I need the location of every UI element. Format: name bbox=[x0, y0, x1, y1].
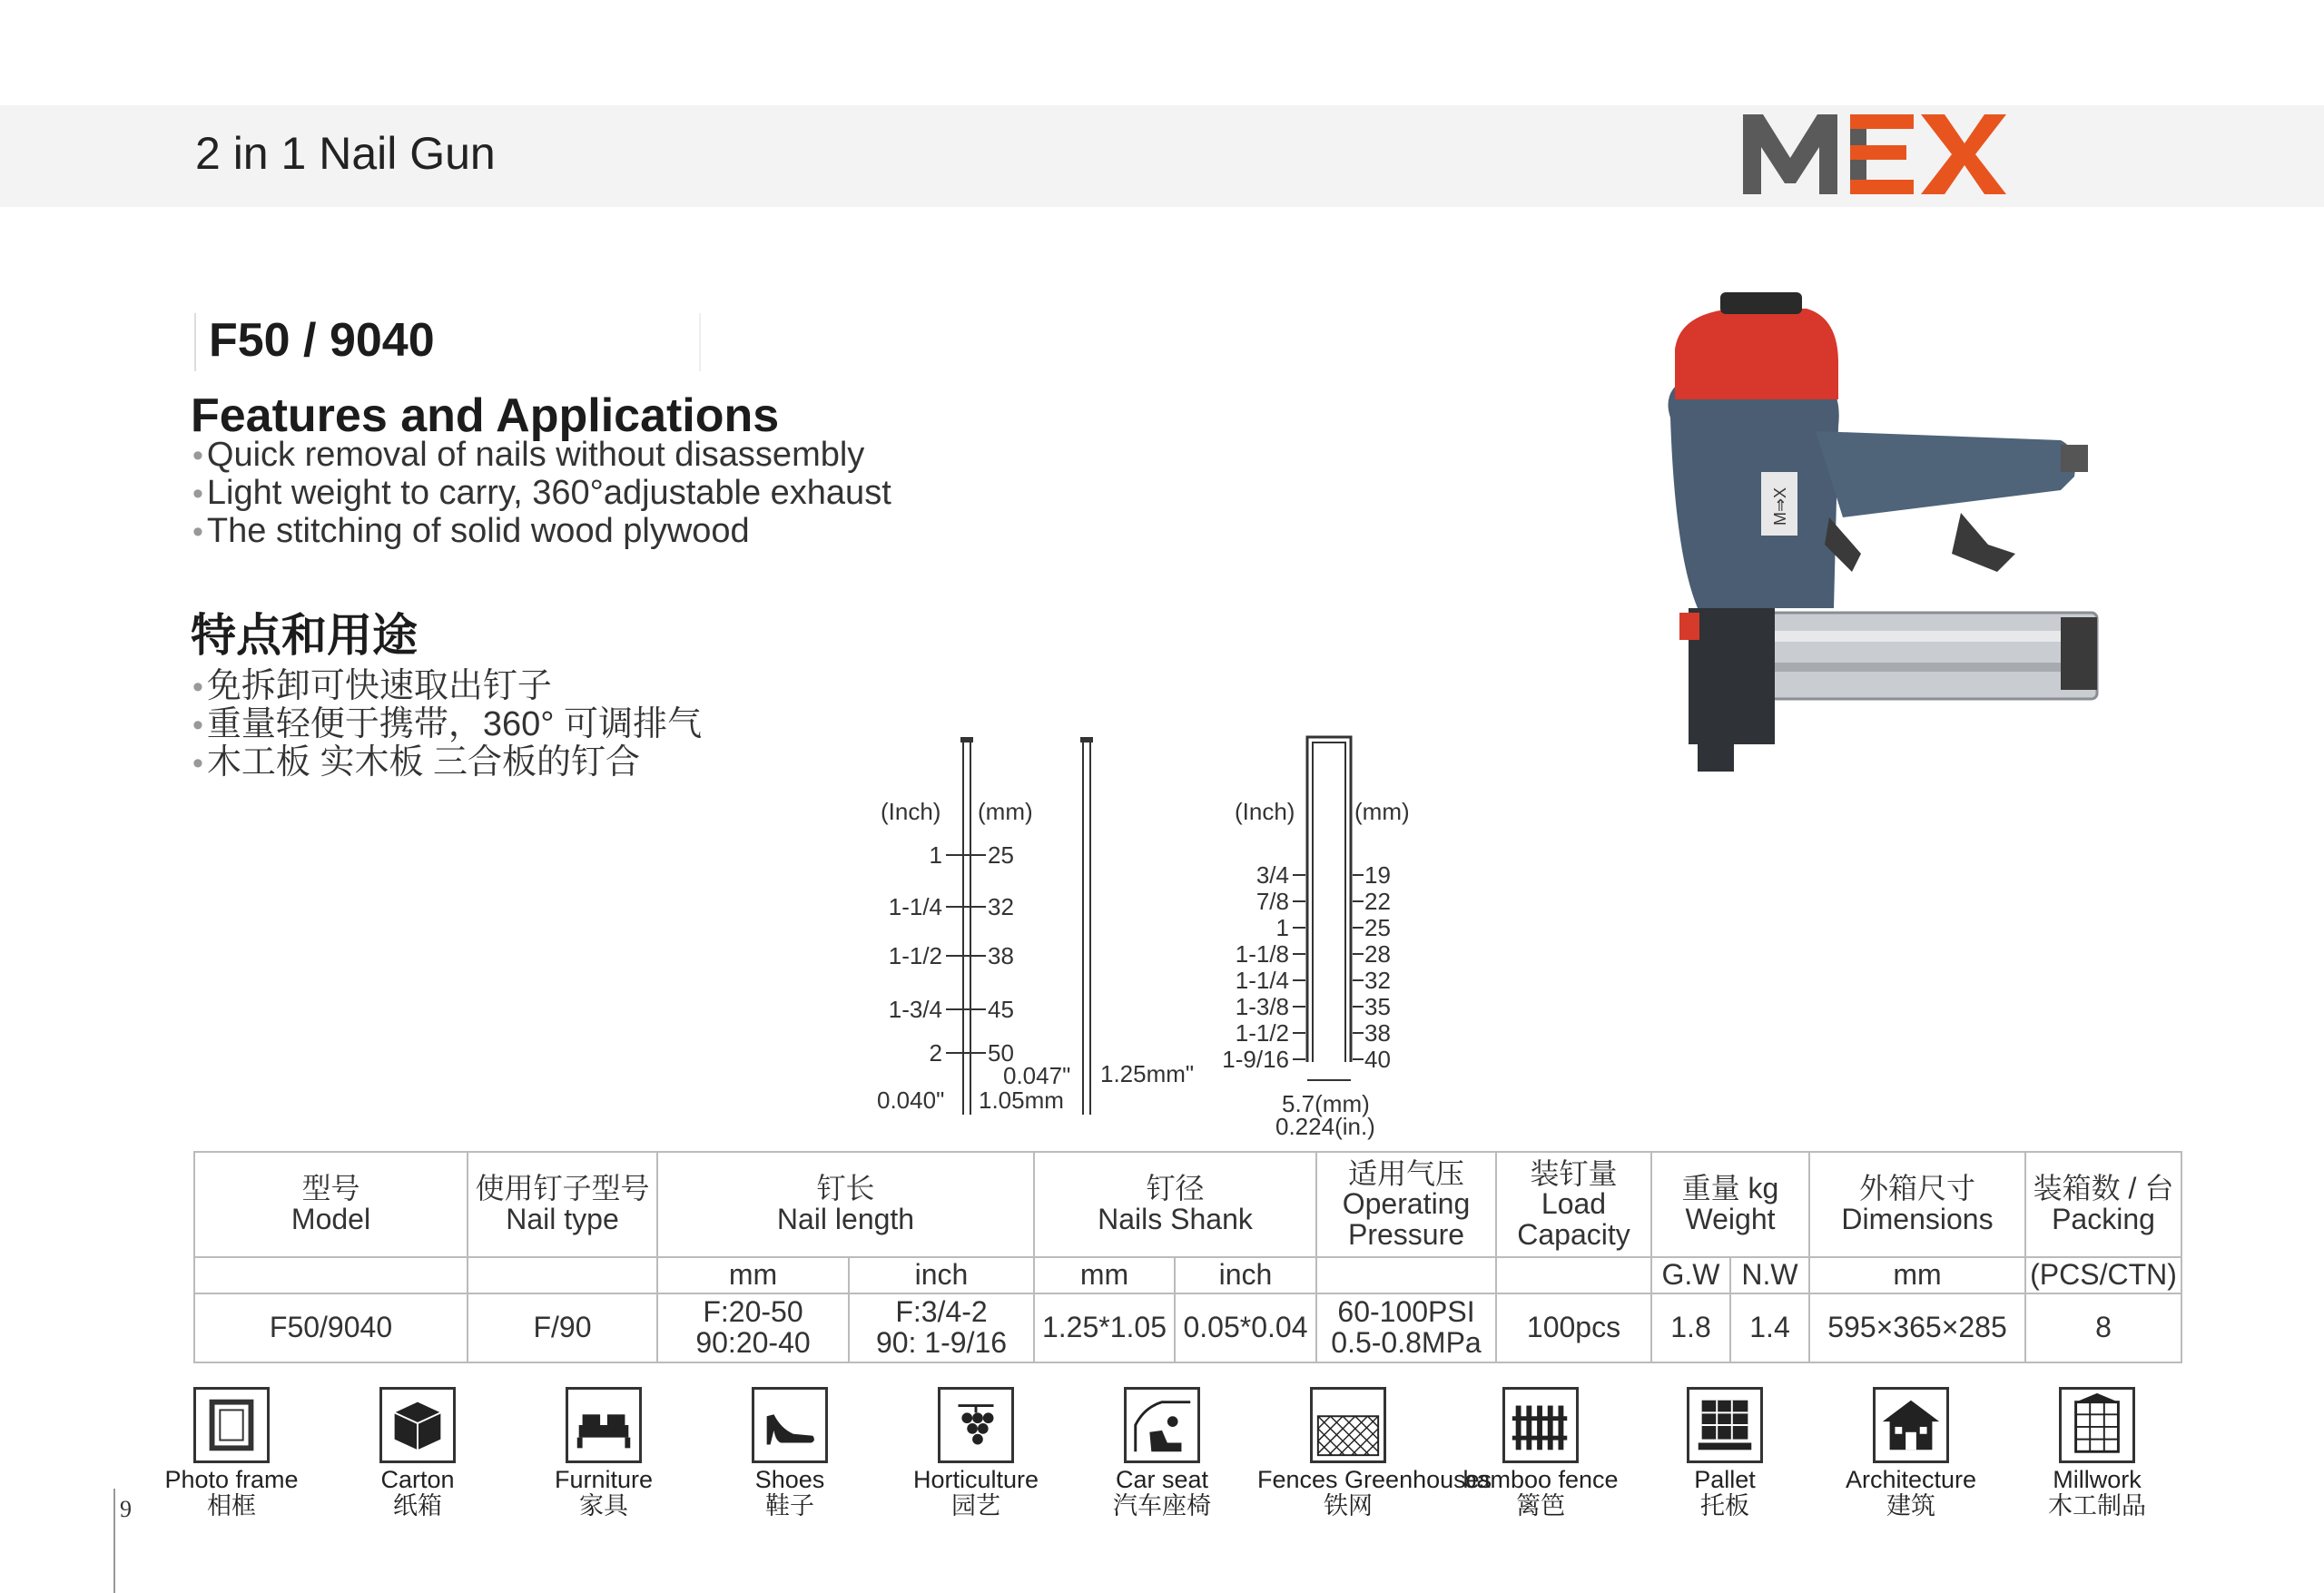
pallet-icon bbox=[1687, 1387, 1763, 1463]
subheader-pack-unit: (PCS/CTN) bbox=[2025, 1257, 2181, 1293]
cell-capacity: 100pcs bbox=[1496, 1293, 1651, 1362]
header-nail-length: 钉长 Nail length bbox=[657, 1152, 1034, 1257]
application-label-en: Photo frame bbox=[164, 1466, 299, 1493]
right-inch-label: 1-1/4 bbox=[1235, 967, 1289, 994]
application-label-en: Millwork bbox=[2053, 1466, 2142, 1493]
cell-shank-mm: 1.25*1.05 bbox=[1034, 1293, 1175, 1362]
feature-item-cn: • 木工板 实木板 三合板的钉合 bbox=[192, 743, 641, 782]
application-item bbox=[1071, 1387, 1253, 1519]
application-item bbox=[2006, 1387, 2188, 1519]
page-title: 2 in 1 Nail Gun bbox=[195, 128, 496, 179]
left-unit-mm: (mm) bbox=[978, 798, 1033, 825]
header-weight: 重量 kg Weight bbox=[1651, 1152, 1809, 1257]
mesh-icon bbox=[1310, 1387, 1386, 1463]
subheader-nw: N.W bbox=[1730, 1257, 1809, 1293]
application-label-cn: 篱笆 bbox=[1516, 1492, 1565, 1519]
cell-model: F50/9040 bbox=[194, 1293, 468, 1362]
right-mm-label: 32 bbox=[1364, 967, 1391, 994]
right-unit-inch: (Inch) bbox=[1235, 798, 1295, 825]
application-label-en: bamboo fence bbox=[1462, 1466, 1619, 1493]
application-label-cn: 铁网 bbox=[1324, 1492, 1373, 1519]
left-inch-label: 1-1/2 bbox=[888, 942, 942, 969]
application-item bbox=[327, 1387, 508, 1519]
application-item bbox=[141, 1387, 322, 1519]
right-unit-mm: (mm) bbox=[1354, 798, 1410, 825]
cell-pressure: 60-100PSI 0.5-0.8MPa bbox=[1316, 1293, 1496, 1362]
application-label-cn: 鞋子 bbox=[765, 1492, 814, 1519]
feature-text-cn: 免拆卸可快速取出钉子 bbox=[206, 667, 552, 705]
feature-text: Light weight to carry, 360°adjustable exhaust bbox=[206, 474, 891, 512]
application-item bbox=[885, 1387, 1067, 1519]
application-label-en: Carton bbox=[380, 1466, 455, 1493]
right-mm-label: 40 bbox=[1364, 1046, 1391, 1073]
mid-gauge-inch: 0.047" bbox=[1003, 1062, 1071, 1089]
application-label-cn: 托板 bbox=[1700, 1492, 1749, 1519]
application-label-en: Car seat bbox=[1115, 1466, 1209, 1493]
right-mm-label: 28 bbox=[1364, 940, 1391, 968]
left-inch-label: 1-3/4 bbox=[888, 996, 942, 1023]
feature-text: The stitching of solid wood plywood bbox=[206, 512, 750, 550]
features-heading: Features and Applications bbox=[191, 389, 780, 442]
fence-icon bbox=[1502, 1387, 1579, 1463]
model-divider-left bbox=[194, 313, 196, 371]
feature-text-cn: 木工板 实木板 三合板的钉合 bbox=[206, 743, 641, 782]
table-subheader-row bbox=[194, 1257, 2181, 1293]
left-inch-label: 1-1/4 bbox=[888, 893, 942, 920]
left-mm-label: 45 bbox=[988, 996, 1014, 1023]
subheader-empty bbox=[1316, 1257, 1496, 1293]
feature-item: • The stitching of solid wood plywood bbox=[192, 512, 750, 550]
application-label-cn: 汽车座椅 bbox=[1113, 1492, 1211, 1519]
right-inch-label: 3/4 bbox=[1256, 861, 1289, 889]
feature-text: Quick removal of nails without disassembly bbox=[206, 436, 865, 474]
subheader-shank-inch: inch bbox=[1175, 1257, 1316, 1293]
application-label-cn: 相框 bbox=[207, 1492, 256, 1519]
cell-gw: 1.8 bbox=[1651, 1293, 1730, 1362]
header-packing: 装箱数 / 台 Packing bbox=[2025, 1152, 2181, 1257]
left-mm-label: 50 bbox=[988, 1039, 1014, 1067]
cell-len-inch: F:3/4-2 90: 1-9/16 bbox=[849, 1293, 1034, 1362]
feature-item: • Quick removal of nails without disassembly bbox=[192, 436, 865, 474]
cell-nail-type: F/90 bbox=[468, 1293, 657, 1362]
features-heading-cn: 特点和用途 bbox=[191, 610, 418, 661]
nail-dimension-diagram bbox=[853, 726, 1471, 1144]
shoe-icon bbox=[752, 1387, 828, 1463]
right-inch-label: 1-1/8 bbox=[1235, 940, 1289, 968]
application-item bbox=[1450, 1387, 1631, 1519]
subheader-dim-mm: mm bbox=[1809, 1257, 2025, 1293]
page-rule bbox=[113, 1489, 115, 1593]
cell-nw: 1.4 bbox=[1730, 1293, 1809, 1362]
photo-frame-icon bbox=[193, 1387, 270, 1463]
right-mm-label: 38 bbox=[1364, 1019, 1391, 1047]
carton-icon bbox=[379, 1387, 456, 1463]
feature-item: • Light weight to carry, 360°adjustable exhaust bbox=[192, 474, 891, 512]
header-operating-pressure: 适用气压 Operating Pressure bbox=[1316, 1152, 1496, 1257]
subheader-len-mm: mm bbox=[657, 1257, 849, 1293]
application-label-cn: 建筑 bbox=[1886, 1492, 1935, 1519]
left-mm-label: 25 bbox=[988, 841, 1014, 869]
crown-in: 0.224(in.) bbox=[1275, 1113, 1375, 1140]
left-inch-label: 1 bbox=[929, 841, 942, 869]
application-label-cn: 家具 bbox=[579, 1492, 628, 1519]
application-label-en: Shoes bbox=[754, 1466, 825, 1493]
application-label-en: Furniture bbox=[554, 1466, 654, 1493]
left-mm-label: 32 bbox=[988, 893, 1014, 920]
application-label-cn: 木工制品 bbox=[2048, 1492, 2146, 1519]
nail-gun-image bbox=[1634, 281, 2106, 799]
header-dimensions: 外箱尺寸 Dimensions bbox=[1809, 1152, 2025, 1257]
application-item bbox=[1634, 1387, 1816, 1519]
cell-packing: 8 bbox=[2025, 1293, 2181, 1362]
model-divider-right bbox=[699, 313, 701, 371]
feature-text-cn: 重量轻便于携带，360° 可调排气 bbox=[206, 705, 703, 743]
furniture-icon bbox=[566, 1387, 642, 1463]
subheader-empty bbox=[468, 1257, 657, 1293]
cell-len-mm: F:20-50 90:20-40 bbox=[657, 1293, 849, 1362]
header-nails-shank: 钉径 Nails Shank bbox=[1034, 1152, 1316, 1257]
right-mm-label: 22 bbox=[1364, 888, 1391, 915]
right-mm-label: 25 bbox=[1364, 914, 1391, 941]
header-nail-type: 使用钉子型号 Nail type bbox=[468, 1152, 657, 1257]
subheader-empty bbox=[1496, 1257, 1651, 1293]
subheader-empty bbox=[194, 1257, 468, 1293]
application-item bbox=[1257, 1387, 1492, 1519]
grapes-icon bbox=[938, 1387, 1014, 1463]
left-mm-label: 38 bbox=[988, 942, 1014, 969]
application-label-cn: 园艺 bbox=[951, 1492, 1000, 1519]
model-title: F50 / 9040 bbox=[209, 314, 435, 367]
millwork-icon bbox=[2059, 1387, 2135, 1463]
spec-table bbox=[193, 1151, 2182, 1363]
feature-item-cn: • 免拆卸可快速取出钉子 bbox=[192, 667, 552, 705]
application-item bbox=[513, 1387, 694, 1519]
application-label-en: Fences Greenhouses bbox=[1257, 1466, 1492, 1493]
svg-text:M⇒X: M⇒X bbox=[1771, 487, 1789, 526]
left-unit-inch: (Inch) bbox=[881, 798, 941, 825]
car-seat-icon bbox=[1124, 1387, 1200, 1463]
header-load-capacity: 装钉量 Load Capacity bbox=[1496, 1152, 1651, 1257]
applications-row bbox=[136, 1387, 2224, 1532]
right-inch-label: 1-9/16 bbox=[1222, 1046, 1289, 1073]
application-item bbox=[699, 1387, 881, 1519]
cell-dimensions: 595×365×285 bbox=[1809, 1293, 2025, 1362]
subheader-len-inch: inch bbox=[849, 1257, 1034, 1293]
application-label-en: Architecture bbox=[1845, 1466, 1977, 1493]
page-number: 9 bbox=[120, 1496, 132, 1522]
mex-logo bbox=[1743, 111, 2006, 194]
right-inch-label: 1-3/8 bbox=[1235, 993, 1289, 1020]
right-mm-label: 35 bbox=[1364, 993, 1391, 1020]
header-model: 型号 Model bbox=[194, 1152, 468, 1257]
application-label-en: Pallet bbox=[1694, 1466, 1756, 1493]
application-item bbox=[1820, 1387, 2002, 1519]
left-inch-label: 2 bbox=[929, 1039, 942, 1067]
left-gauge-mm: 1.05mm bbox=[979, 1087, 1064, 1114]
application-label-cn: 纸箱 bbox=[393, 1492, 442, 1519]
right-mm-label: 19 bbox=[1364, 861, 1391, 889]
mid-gauge-mm: 1.25mm" bbox=[1100, 1060, 1195, 1087]
right-inch-label: 1 bbox=[1275, 914, 1289, 941]
right-inch-label: 1-1/2 bbox=[1235, 1019, 1289, 1047]
application-label-en: Horticulture bbox=[912, 1466, 1039, 1493]
right-inch-label: 7/8 bbox=[1256, 888, 1289, 915]
left-gauge-inch: 0.040" bbox=[877, 1087, 945, 1114]
feature-item-cn: • 重量轻便于携带，360° 可调排气 bbox=[192, 705, 703, 743]
table-header-row bbox=[194, 1152, 2181, 1257]
table-row bbox=[194, 1293, 2181, 1362]
house-icon bbox=[1873, 1387, 1949, 1463]
crown-mm: 5.7(mm) bbox=[1282, 1090, 1370, 1117]
cell-shank-inch: 0.05*0.04 bbox=[1175, 1293, 1316, 1362]
subheader-shank-mm: mm bbox=[1034, 1257, 1175, 1293]
subheader-gw: G.W bbox=[1651, 1257, 1730, 1293]
